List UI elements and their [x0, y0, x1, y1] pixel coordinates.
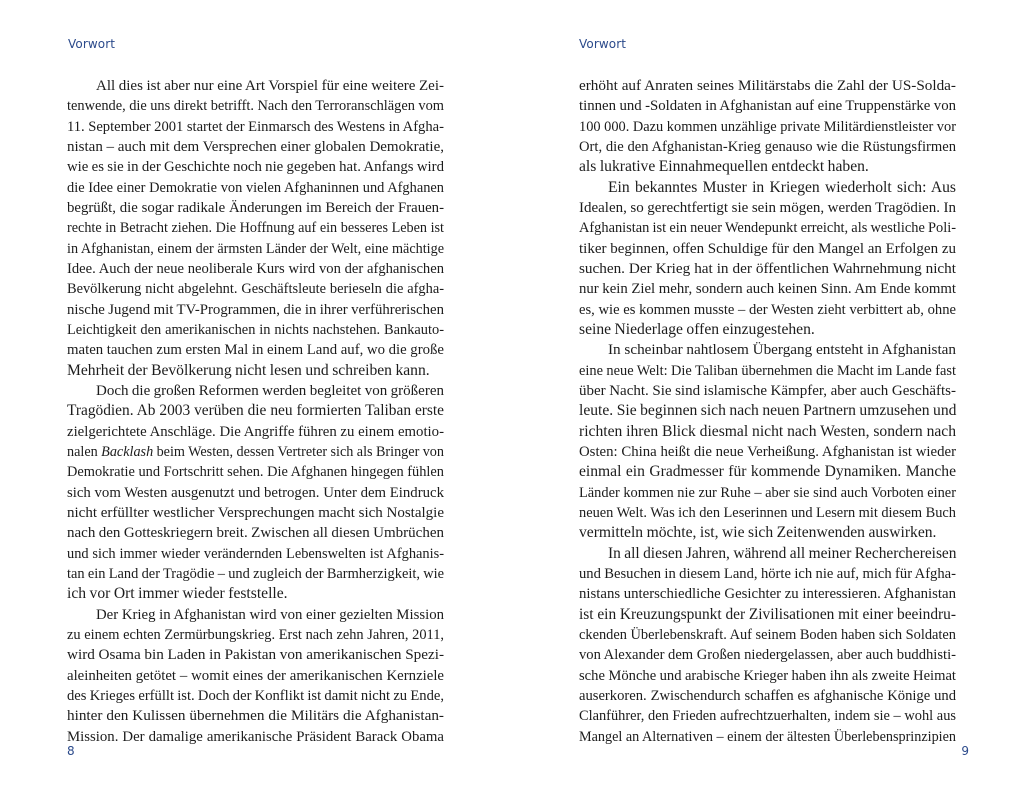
- text-line: wie es sie in der Geschichte noch nie gegeben hat. Anfangs wird: [67, 159, 444, 176]
- text-line: rechte in Betracht ziehen. Die Hoffnung auf ein besseres Leben ist: [67, 220, 444, 237]
- text-line: tiker beginnen, offen Schuldige für den Mangel an Erfolgen zu: [579, 240, 956, 257]
- text-line: tenwende, die uns direkt betrifft. Nach den Terroranschlägen vom: [67, 98, 444, 115]
- page-number: 8: [67, 744, 75, 758]
- text-line: des Krieges erfüllt ist. Doch der Konflikt ist damit nicht zu Ende,: [67, 687, 444, 704]
- running-head: Vorwort: [579, 37, 627, 51]
- text-line: sche Mönche und arabische Krieger haben ihn als zweite Heimat: [579, 667, 956, 684]
- text-line: über Nacht. Sie sind islamische Kämpfer, aber auch Geschäfts-: [579, 382, 956, 399]
- text-line: Der Krieg in Afghanistan wird von einer gezielten Mission: [96, 606, 444, 623]
- text-line: nach den Gotteskriegern breit. Zwischen all diesen Umbrüchen: [67, 525, 444, 542]
- text-line: wird Osama bin Laden in Pakistan von amerikanischen Spezi-: [67, 646, 444, 664]
- text-line: nistan – auch mit dem Versprechen einer globalen Demokratie,: [67, 138, 444, 155]
- text-line: seine Niederlage offen einzugestehen.: [579, 320, 815, 338]
- text-line: Mission. Der damalige amerikanische Präsident Barack Obama: [67, 728, 444, 745]
- text-line: vermitteln möchte, ist, wie sich Zeitenwenden auswirken.: [579, 524, 937, 542]
- text-line: die Idee einer Demokratie von vielen Afghaninnen und Afghanen: [67, 179, 444, 196]
- text-line: aleinheiten getötet – womit eines der amerikanischen Kernziele: [67, 667, 444, 684]
- text-line: zielgerichtete Anschläge. Die Angriffe führen zu einem emotio-: [67, 423, 444, 440]
- text-line: Ein bekanntes Muster in Kriegen wiederholt sich: Aus: [608, 178, 956, 196]
- text-line: maten tauchen zum ersten Mal in einem Land auf, wo die große: [67, 342, 444, 359]
- text-line: leute. Sie beginnen sich nach neuen Partnern umzusehen und: [579, 402, 957, 420]
- text-line: In scheinbar nahtlosem Übergang entsteht in Afghanistan: [608, 341, 956, 359]
- text-line: hinter den Kulissen übernehmen die Militärs die Afghanistan-: [67, 707, 444, 725]
- text-line: neuen Welt. Was ich den Leserinnen und Lesern mit diesem Buch: [579, 504, 956, 521]
- running-head: Vorwort: [68, 37, 116, 51]
- text-line: Idealen, so gerechtfertigt sie sein mögen, werden Tragödien. In: [579, 199, 956, 216]
- body-text: [579, 76, 956, 747]
- text-line: Mehrheit der Bevölkerung nicht lesen und schreiben kann.: [67, 361, 430, 379]
- page-number: 9: [961, 744, 969, 758]
- emphasis: Backlash: [101, 443, 154, 460]
- text-line: ist ein Kreuzungspunkt der Zivilisationen mit einer beeindru-: [579, 605, 956, 623]
- text-line: Leichtigkeit den amerikanischen in nichts nachstehen. Bankauto-: [67, 321, 444, 338]
- text-line: sich vom Westen ausgenutzt und betrogen. Unter dem Eindruck: [67, 484, 444, 501]
- text-line: Doch die großen Reformen werden begleitet von größeren: [96, 382, 444, 399]
- text-line: Länder kommen nie zur Ruhe – aber sie sind auch Vorboten einer: [579, 484, 956, 501]
- text-line: erhöht auf Anraten seines Militärstabs die Zahl der US-Solda-: [579, 77, 956, 94]
- text-line: Clanführer, den Frieden aufrechtzuerhalten, indem sie – wohl aus: [579, 708, 956, 725]
- text-line: Demokratie und Fortschritt sehen. Die Afghanen hingegen fühlen: [67, 464, 444, 481]
- text-line: in Afghanistan, einem der ärmsten Länder der Welt, eine mächtige: [67, 240, 444, 257]
- right-page: [512, 0, 1024, 797]
- text-line: zu einem echten Zermürbungskrieg. Erst nach zehn Jahren, 2011,: [67, 626, 444, 643]
- text-line: ckenden Überlebenskraft. Auf seinem Boden haben sich Soldaten: [579, 626, 956, 643]
- text-line: einmal ein Gradmesser für kommende Dynamiken. Manche: [579, 463, 956, 481]
- text-line: 100 000. Dazu kommen unzählige private Militärdienstleister vor: [579, 118, 956, 135]
- text-line: nische Jugend mit TV-Programmen, die in ihrer verführerischen: [67, 301, 444, 318]
- text-line: suchen. Der Krieg hat in der öffentlichen Wahrnehmung nicht: [579, 259, 956, 277]
- text-line: nalen Backlash beim Westen, dessen Vertreter sich als Bringer von: [67, 443, 444, 460]
- text-line: begrüßt, die sogar radikale Änderungen im Bereich der Frauen-: [67, 199, 444, 216]
- text-line: Afghanistan ist ein neuer Wendepunkt erreicht, als westliche Poli-: [579, 220, 957, 237]
- text-line: Bevölkerung nicht abgelehnt. Geschäftsleute berieseln die afgha-: [67, 281, 444, 298]
- text-line: eine neue Welt: Die Taliban übernehmen die Macht im Lande fast: [579, 362, 956, 379]
- text-line: Mangel an Alternativen – einem der ältesten Überlebensprinzipien: [579, 728, 956, 745]
- text-line: Ort, die den Afghanistan-Krieg genauso wie die Rüstungsfirmen: [579, 138, 956, 155]
- text-line: als lukrative Einnahmequellen entdeckt haben.: [579, 158, 869, 176]
- text-line: von Alexander dem Großen niedergelassen, aber auch buddhisti-: [579, 647, 956, 664]
- text-line: und Besuchen in diesem Land, hörte ich nie auf, mich für Afgha-: [579, 565, 956, 582]
- text-line: nur kein Ziel mehr, sondern auch keinen Sinn. Am Ende kommt: [579, 281, 956, 298]
- text-line: es, wie es kommen musste – der Westen zieht verbittert ab, ohne: [579, 301, 956, 318]
- text-line: All dies ist aber nur eine Art Vorspiel für eine weitere Zei-: [96, 78, 444, 94]
- text-line: richten ihren Blick diesmal nicht nach Westen, sondern nach: [579, 422, 956, 440]
- text-line: 11. September 2001 startet der Einmarsch des Westens in Afgha-: [67, 118, 444, 135]
- text-line: nistans unterschiedliche Gesichter zu interessieren. Afghanistan: [579, 586, 956, 603]
- text-line: tinnen und -Soldaten in Afghanistan auf eine Truppenstärke von: [579, 98, 956, 115]
- text-line: auserkoren. Zwischendurch schaffen es afghanische Könige und: [579, 687, 956, 704]
- text-line: und sich immer wieder verändernden Lebenswelten ist Afghanis-: [67, 545, 444, 562]
- text-line: Tragödien. Ab 2003 verüben die neu formierten Taliban erste: [67, 402, 444, 420]
- text-line: In all diesen Jahren, während all meiner Recherchereisen: [608, 544, 957, 562]
- text-line: Idee. Auch der neue neoliberale Kurs wird von der afghanischen: [67, 260, 444, 277]
- text-line: tan ein Land der Tragödie – und zugleich der Barmherzigkeit, wie: [67, 565, 444, 582]
- text-line: nicht erfüllter westlicher Versprechungen macht sich Nostalgie: [67, 504, 444, 521]
- text-line: ich vor Ort immer wieder feststelle.: [67, 585, 288, 603]
- body-text: [67, 76, 444, 747]
- text-line: Osten: China heißt die neue Verheißung. Afghanistan ist wieder: [579, 443, 956, 460]
